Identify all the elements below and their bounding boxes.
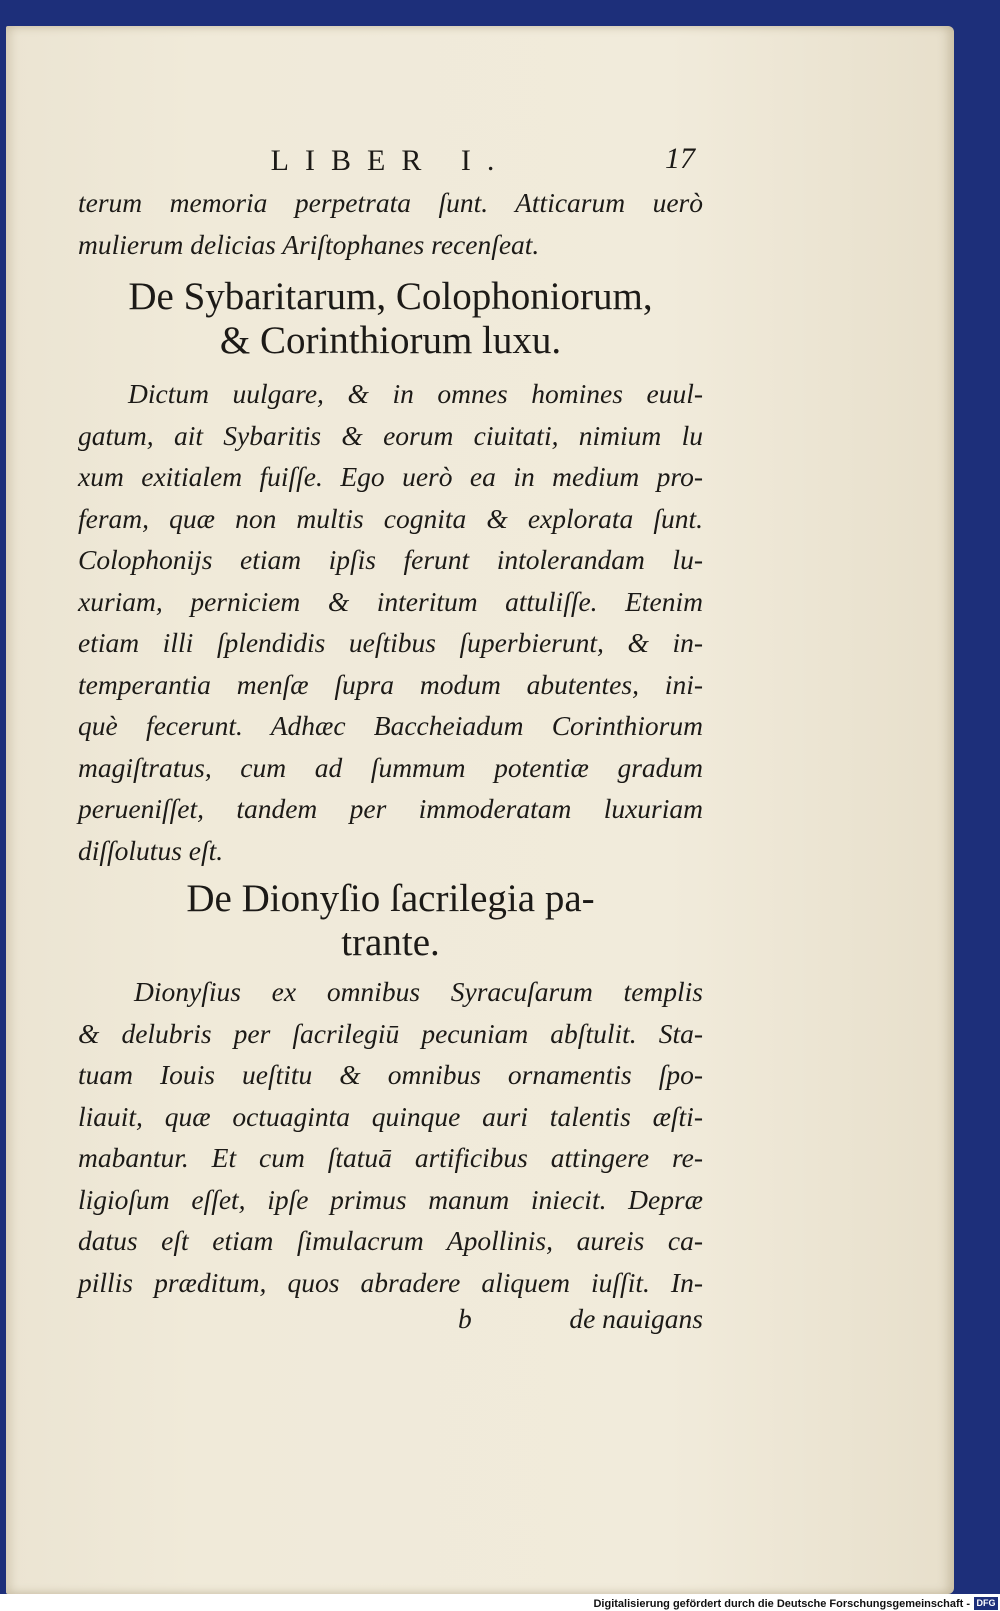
text-line: feram, quæ non multis cognita & explorata ſunt. xyxy=(78,502,703,534)
text-line: liauit, quæ octuaginta quinque auri talentis æſti- xyxy=(78,1100,703,1132)
credit-bar xyxy=(0,1594,1000,1611)
text-line: Colophonijs etiam ipſis ferunt intolerandam lu- xyxy=(78,544,703,575)
text-line: Dionyſius ex omnibus Syracuſarum templis xyxy=(134,976,703,1007)
text-line: & delubris per ſacrilegiū pecuniam abſtulit. Sta- xyxy=(78,1017,703,1049)
page-header xyxy=(78,138,703,182)
paragraph-dionysius xyxy=(78,971,703,1303)
text-line: xum exitialem fuiſſe. Ego uerò ea in medium pro- xyxy=(78,461,703,492)
text-line: magiſtratus, cum ad ſummum potentiæ gradum xyxy=(78,751,703,783)
text-line: Dictum uulgare, & in omnes homines euul- xyxy=(128,378,703,409)
text-line: datus eſt etiam ſimulacrum Apollinis, aureis ca- xyxy=(78,1225,703,1256)
running-head: LIBER I. xyxy=(270,144,511,177)
text-line: diſſolutus eſt. xyxy=(78,834,224,866)
dfg-logo-icon: DFG xyxy=(974,1597,998,1610)
text-line: etiam illi ſplendidis ueſtibus ſuperbierunt, & in- xyxy=(78,627,703,658)
heading-line: & Corinthiorum luxu. xyxy=(219,319,562,362)
text-line: pillis præditum, quos abradere aliquem iuſſit. In- xyxy=(78,1266,703,1298)
heading-line: De Sybaritarum, Colophoniorum, xyxy=(128,275,653,318)
paragraph-sybarites xyxy=(78,373,703,871)
text-line: mulierum delicias Ariſtophanes recenſeat. xyxy=(78,228,540,260)
text-line: tuam Iouis ueſtitu & omnibus ornamentis ſpo- xyxy=(78,1059,703,1090)
section-heading-sybarites-cont xyxy=(78,319,703,363)
text-line: xuriam, perniciem & interitum attuliſſe. Etenim xyxy=(78,585,703,617)
book-page xyxy=(6,26,954,1594)
text-line: temperantia menſæ ſupra modum abutentes, ini- xyxy=(78,668,703,700)
text-line: ligioſum eſſet, ipſe primus manum iniecit. Depræ xyxy=(78,1183,703,1215)
text-line: gatum, ait Sybaritis & eorum ciuitati, nimium lu xyxy=(78,419,703,451)
signature-mark: b xyxy=(458,1303,472,1334)
section-heading-dionysius-cont xyxy=(78,921,703,965)
section-heading-sybarites xyxy=(78,275,703,319)
heading-line: De Dionyſio ſacrilegia pa- xyxy=(186,877,595,920)
page-number: 17 xyxy=(665,142,695,175)
page-footer xyxy=(78,1303,703,1343)
digitization-credit: Digitalisierung gefördert durch die Deutsche Forschungsgemeinschaft - xyxy=(593,1598,970,1610)
text-block xyxy=(78,138,703,1343)
heading-line: trante. xyxy=(341,921,440,964)
section-heading-dionysius xyxy=(78,877,703,921)
intro-paragraph xyxy=(78,182,703,265)
text-line: mabantur. Et cum ſtatuā artificibus attingere re- xyxy=(78,1142,703,1173)
text-line: terum memoria perpetrata ſunt. Atticarum uerò xyxy=(78,187,703,218)
text-line: què fecerunt. Adhæc Baccheiadum Corinthiorum xyxy=(78,710,703,741)
catchword: de nauigans xyxy=(569,1303,703,1334)
text-line: perueniſſet, tandem per immoderatam luxuriam xyxy=(78,793,703,824)
